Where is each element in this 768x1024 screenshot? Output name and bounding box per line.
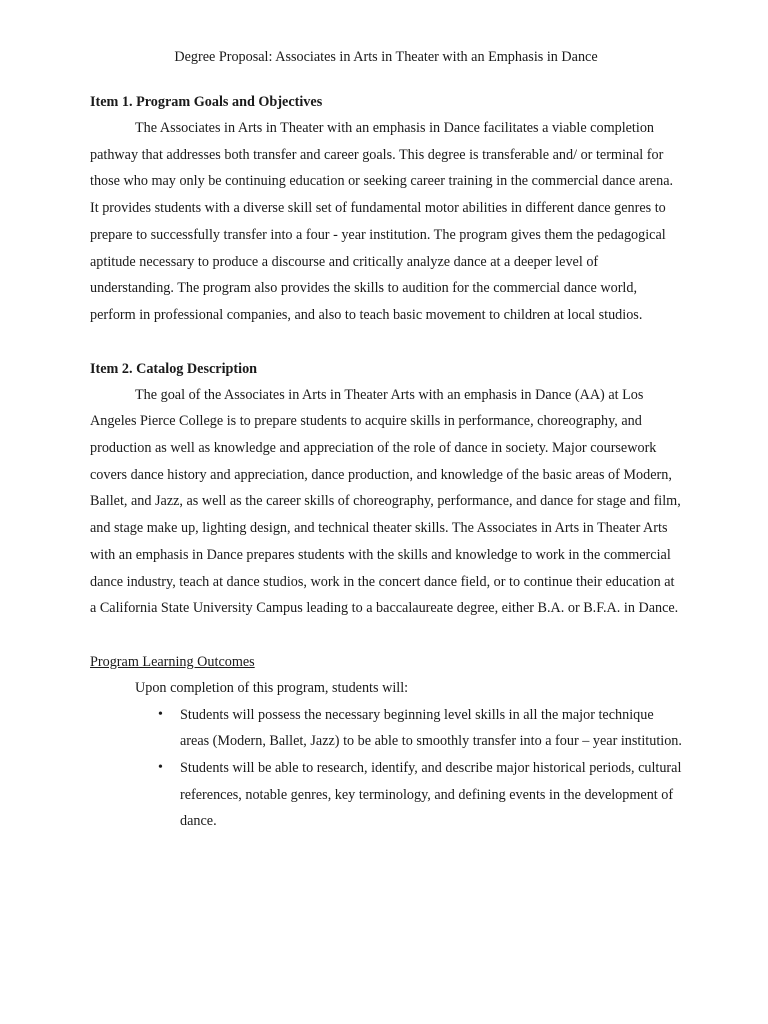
- list-item: [158, 755, 682, 835]
- bullet-icon: •: [158, 760, 163, 776]
- bullet-icon: •: [158, 706, 163, 722]
- item2-body: The goal of the Associates in Arts in Theater Arts with an emphasis in Dance (AA) at Los Angeles Pierce College is to prepare students to acquire skills in performance, choreography, and production as well as knowledge and appreciation of the role of dance in society. Major coursework covers dance history and appreciation, dance production, and knowledge of the basic areas of Modern, Ballet, and Jazz, as well as the career skills of choreography, performance, and dance for stage and film, and stage make up, lighting design, and technical theater skills. The Associates in Arts in Theater Arts with an emphasis in Dance prepares students with the skills and knowledge to work in the commercial dance industry, teach at dance studios, work in the concert dance field, or to continue their education at a California State University Campus leading to a baccalaureate degree, either B.A. or B.F.A. in Dance.: [90, 386, 681, 617]
- list-item-text: Students will be able to research, identify, and describe major historical periods, cultural references, notable genres, key terminology, and defining events in the development of dance.: [180, 760, 682, 830]
- item1-heading: Item 1. Program Goals and Objectives: [90, 94, 323, 110]
- document-page: [90, 44, 682, 835]
- outcomes-heading: Program Learning Outcomes: [90, 653, 255, 670]
- item1-section: [90, 89, 682, 329]
- section-spacer: [90, 622, 682, 649]
- section-spacer: [90, 329, 682, 356]
- item2-heading: Item 2. Catalog Description: [90, 360, 258, 377]
- outcomes-intro: Upon completion of this program, students will:: [135, 679, 409, 696]
- document-title: Degree Proposal: Associates in Arts in Theater with an Emphasis in Dance: [174, 49, 598, 65]
- list-item-text: Students will possess the necessary beginning level skills in all the major technique areas (Modern, Ballet, Jazz) to be able to smoothly transfer into a four – year institution.: [180, 706, 682, 750]
- list-item: [158, 702, 682, 755]
- outcomes-section: [90, 649, 682, 835]
- outcomes-list: [90, 702, 682, 836]
- item2-section: [90, 356, 682, 622]
- item1-body: The Associates in Arts in Theater with an emphasis in Dance facilitates a viable completion pathway that addresses both transfer and career goals. This degree is transferable and/ or terminal for those who may only be continuing education or seeking career training in the commercial dance arena. It provides students with a diverse skill set of fundamental motor abilities in different dance genres to prepare to successfully transfer into a four - year institution. The program gives them the pedagogical aptitude necessary to produce a discourse and critically analyze dance at a deeper level of understanding. The program also provides the skills to audition for the commercial dance world, perform in professional companies, and also to teach basic movement to children at local studios.: [90, 120, 674, 323]
